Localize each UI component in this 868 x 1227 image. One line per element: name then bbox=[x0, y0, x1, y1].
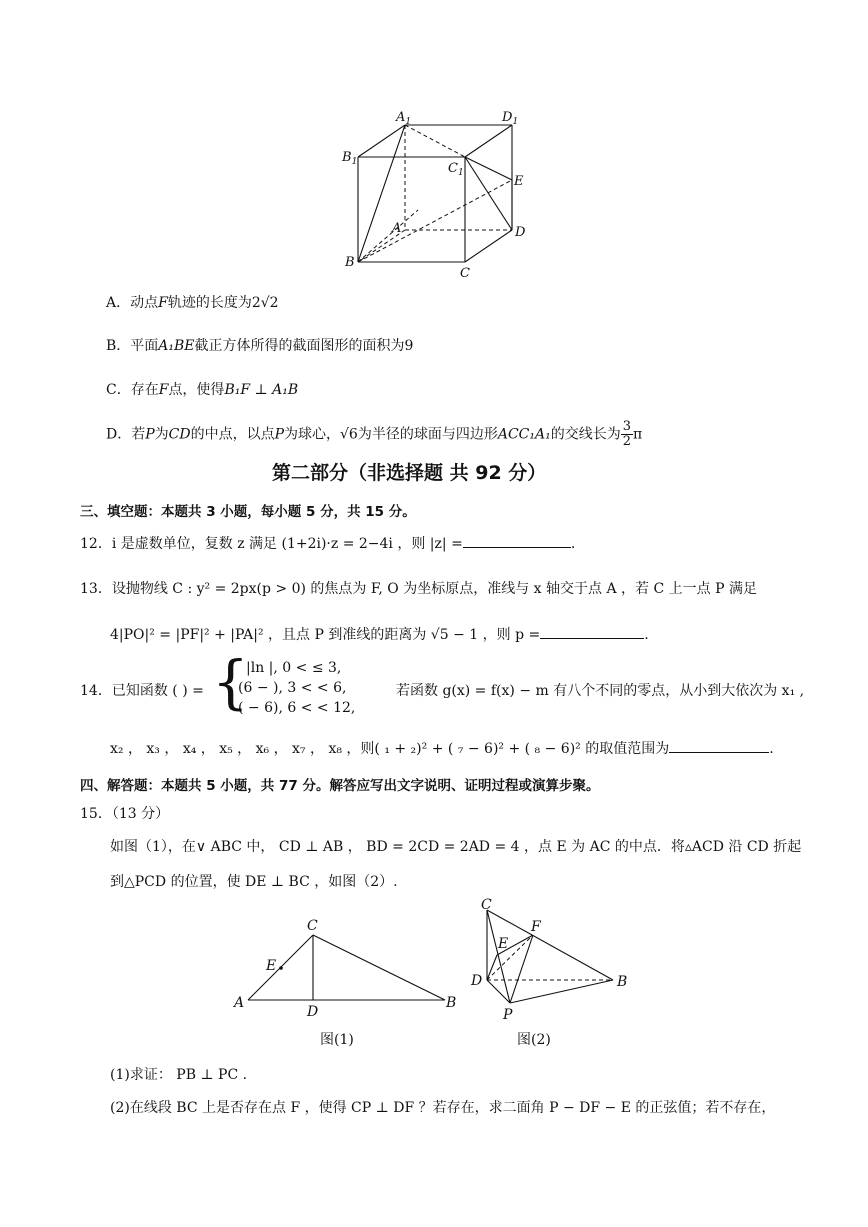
option-d: D．若P为CD的中点，以点P为球心，√6为半径的球面与四边形ACC₁A₁的交线长为 $\frac{3}{2}$ π bbox=[106, 419, 643, 449]
q14-case1: |ln |, 0 < ≤ 3, bbox=[246, 660, 342, 676]
triangle-figure-1 bbox=[230, 915, 465, 1020]
fig1-label-A: A bbox=[234, 995, 245, 1011]
label-C: C bbox=[460, 266, 470, 280]
fig2-label-D: D bbox=[471, 973, 483, 989]
q13-answer-blank[interactable] bbox=[540, 624, 644, 639]
fig2-label-P: P bbox=[503, 1007, 513, 1023]
fig1-label-E: E bbox=[266, 958, 277, 974]
option-a: A．动点F轨迹的长度为2√2 bbox=[106, 295, 279, 311]
fig1-caption: 图(1) bbox=[320, 1032, 354, 1048]
fig2-label-C: C bbox=[481, 897, 492, 913]
q14-line2: x₂ ， x₃ ， x₄ ， x₅ ， x₆ ， x₇ ， x₈ ，则( ₁ + ₂)² + ( ₇ − 6)² + ( ₈ − 6)² 的取值范围为 . bbox=[110, 738, 774, 758]
q14-case3: ( − 6), 6 < < 12, bbox=[238, 700, 356, 716]
q15-p1: 如图（1），在∨ ABC 中， CD ⊥ AB ， BD = 2CD = 2AD = 4 ，点 E 为 AC 的中点．将▵ACD 沿 CD 折起 bbox=[110, 839, 802, 855]
label-D1: $D_1$ bbox=[502, 110, 519, 127]
part2-title: 第二部分（非选择题 共 92 分） bbox=[272, 462, 547, 484]
q13-line2: 4|PO|² = |PF|² + |PA|² ，且点 P 到准线的距离为 √5 − 1 ，则 p = . bbox=[110, 624, 649, 644]
fig2-label-B: B bbox=[617, 974, 628, 990]
q15-sub2: (2)在线段 BC 上是否存在点 F ，使得 CP ⊥ DF ？若存在，求二面角 P − DF − E 的正弦值；若不存在， bbox=[110, 1100, 776, 1116]
section3-heading: 三、填空题：本题共 3 小题，每小题 5 分，共 15 分。 bbox=[80, 504, 416, 520]
option-b: B．平面A₁BE截正方体所得的截面图形的面积为9 bbox=[106, 338, 414, 354]
fig2-label-E: E bbox=[498, 936, 509, 952]
label-A: A bbox=[392, 221, 402, 236]
label-B: B bbox=[345, 255, 355, 270]
fraction: $\frac{3}{2}$ bbox=[622, 419, 631, 449]
label-D: D bbox=[515, 225, 526, 240]
q15-sub1: (1)求证： PB ⊥ PC . bbox=[110, 1067, 248, 1083]
q14-num: 14．已知函数 ( ) = bbox=[80, 683, 204, 699]
pyramid-figure-2 bbox=[465, 895, 640, 1023]
label-B1: $B_1$ bbox=[342, 150, 358, 167]
q13-line1: 13．设抛物线 C : y² = 2px(p > 0) 的焦点为 F, O 为坐标原点，准线与 x 轴交于点 A ，若 C 上一点 P 满足 bbox=[80, 581, 757, 597]
section4-heading: 四、解答题：本题共 5 小题，共 77 分。解答应写出文字说明、证明过程或演算步聚。 bbox=[80, 778, 600, 794]
label-E: E bbox=[514, 174, 524, 189]
q14-after: 若函数 g(x) = f(x) − m 有八个不同的零点，从小到大依次为 x₁ , bbox=[396, 683, 805, 699]
fig2-caption: 图(2) bbox=[517, 1032, 551, 1048]
fig1-label-B: B bbox=[446, 995, 457, 1011]
q14-answer-blank[interactable] bbox=[669, 738, 769, 753]
q12-answer-blank[interactable] bbox=[463, 533, 571, 548]
fig2-label-F: F bbox=[531, 919, 541, 935]
fig1-label-D: D bbox=[307, 1004, 319, 1020]
label-C1: $C_1$ bbox=[448, 161, 464, 178]
option-c: C．存在F点，使得B₁F ⊥ A₁B bbox=[106, 382, 299, 398]
label-A1: $A_1$ bbox=[396, 110, 412, 127]
fig1-label-C: C bbox=[307, 918, 318, 934]
q14-case2: (6 − ), 3 < < 6, bbox=[238, 680, 347, 696]
q12: 12．i 是虚数单位，复数 z 满足 (1+2i)·z = 2−4i ，则 |z| = . bbox=[80, 533, 575, 553]
q15-p2: 到△PCD 的位置，使 DE ⊥ BC ，如图（2）. bbox=[110, 874, 398, 890]
q15-num: 15．（13 分） bbox=[80, 806, 170, 822]
cube-figure bbox=[330, 100, 550, 280]
q14-brace: { bbox=[212, 648, 249, 716]
